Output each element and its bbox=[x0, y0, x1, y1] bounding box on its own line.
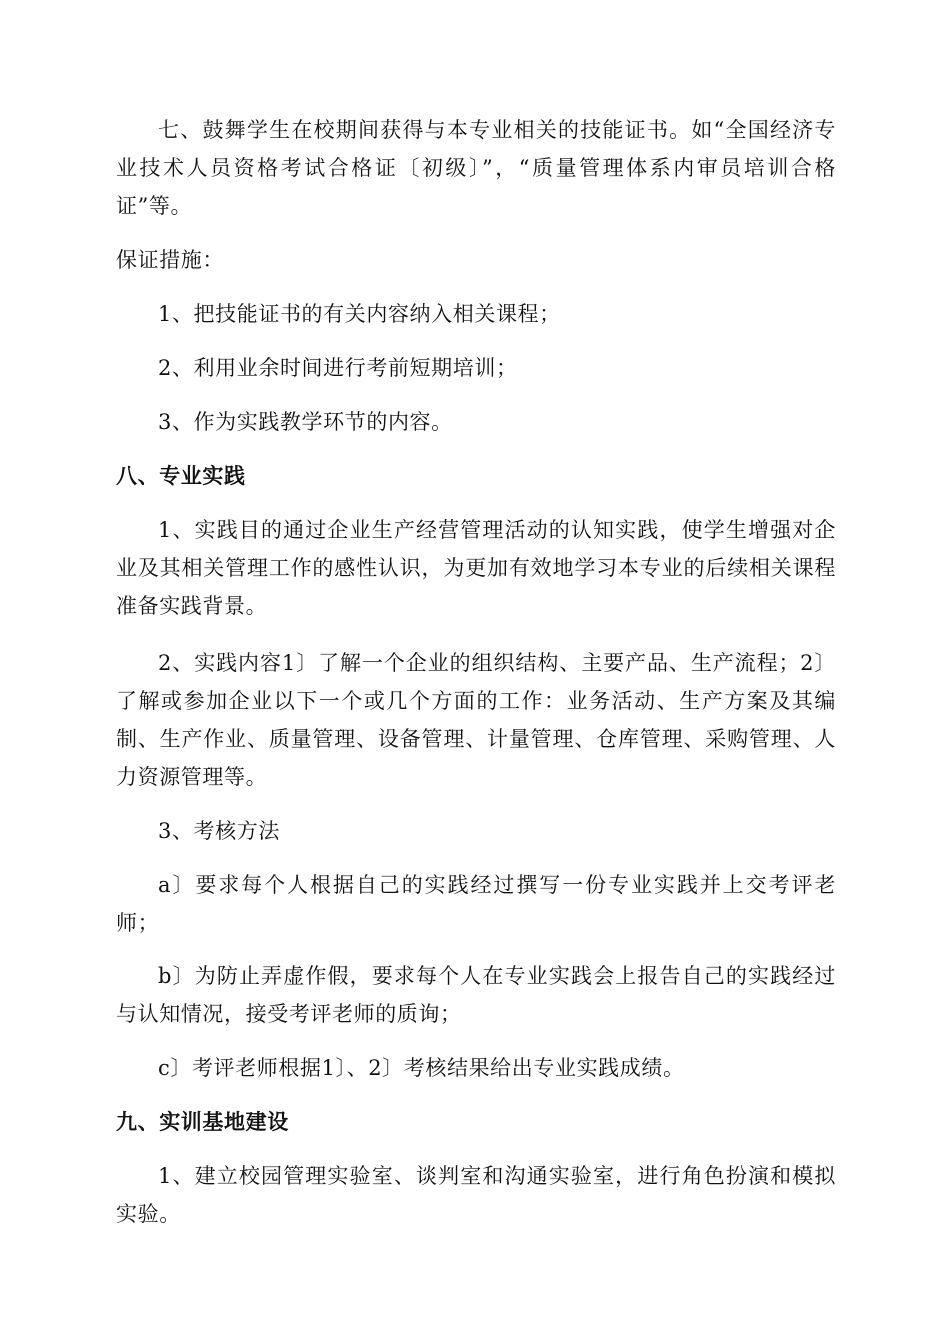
measures-label: 保证措施： bbox=[116, 248, 224, 272]
assessment-method-label: 3、考核方法 bbox=[158, 819, 280, 843]
practice-purpose-paragraph: 1、实践目的通过企业生产经营管理活动的认知实践，使学生增强对企业及其相关管理工作的感性认识，为更加有效地学习本专业的后续相关课程准备实践背景。 bbox=[116, 518, 836, 618]
section-heading-professional-practice: 八、专业实践 bbox=[116, 464, 246, 488]
section-heading-training-base: 九、实训基地建设 bbox=[116, 1110, 289, 1134]
certificate-encouragement-paragraph: 七、鼓舞学生在校期间获得与本专业相关的技能证书。如“全国经济专业技术人员资格考试合格证〔初级〕”，“质量管理体系内审员培训合格证”等。 bbox=[116, 118, 836, 218]
practice-content-paragraph: 2、实践内容1〕了解一个企业的组织结构、主要产品、生产流程；2〕了解或参加企业以下一个或几个方面的工作：业务活动、生产方案及其编制、生产作业、质量管理、设备管理、计量管理、仓库管理、采购管理、人力资源管理等。 bbox=[116, 651, 836, 789]
measure-item-2: 2、利用业余时间进行考前短期培训； bbox=[158, 356, 518, 380]
measure-item-1: 1、把技能证书的有关内容纳入相关课程； bbox=[158, 302, 561, 326]
measure-item-3: 3、作为实践教学环节的内容。 bbox=[158, 410, 453, 434]
training-base-item-1: 1、建立校园管理实验室、谈判室和沟通实验室，进行角色扮演和模拟实验。 bbox=[116, 1164, 836, 1226]
assessment-item-c: c〕考评老师根据1〕、2〕考核结果给出专业实践成绩。 bbox=[158, 1056, 685, 1080]
assessment-item-a: a〕要求每个人根据自己的实践经过撰写一份专业实践并上交考评老师； bbox=[116, 873, 836, 935]
assessment-item-b: b〕为防止弄虚作假，要求每个人在专业实践会上报告自己的实践经过与认知情况，接受考评老师的质询； bbox=[116, 964, 836, 1026]
